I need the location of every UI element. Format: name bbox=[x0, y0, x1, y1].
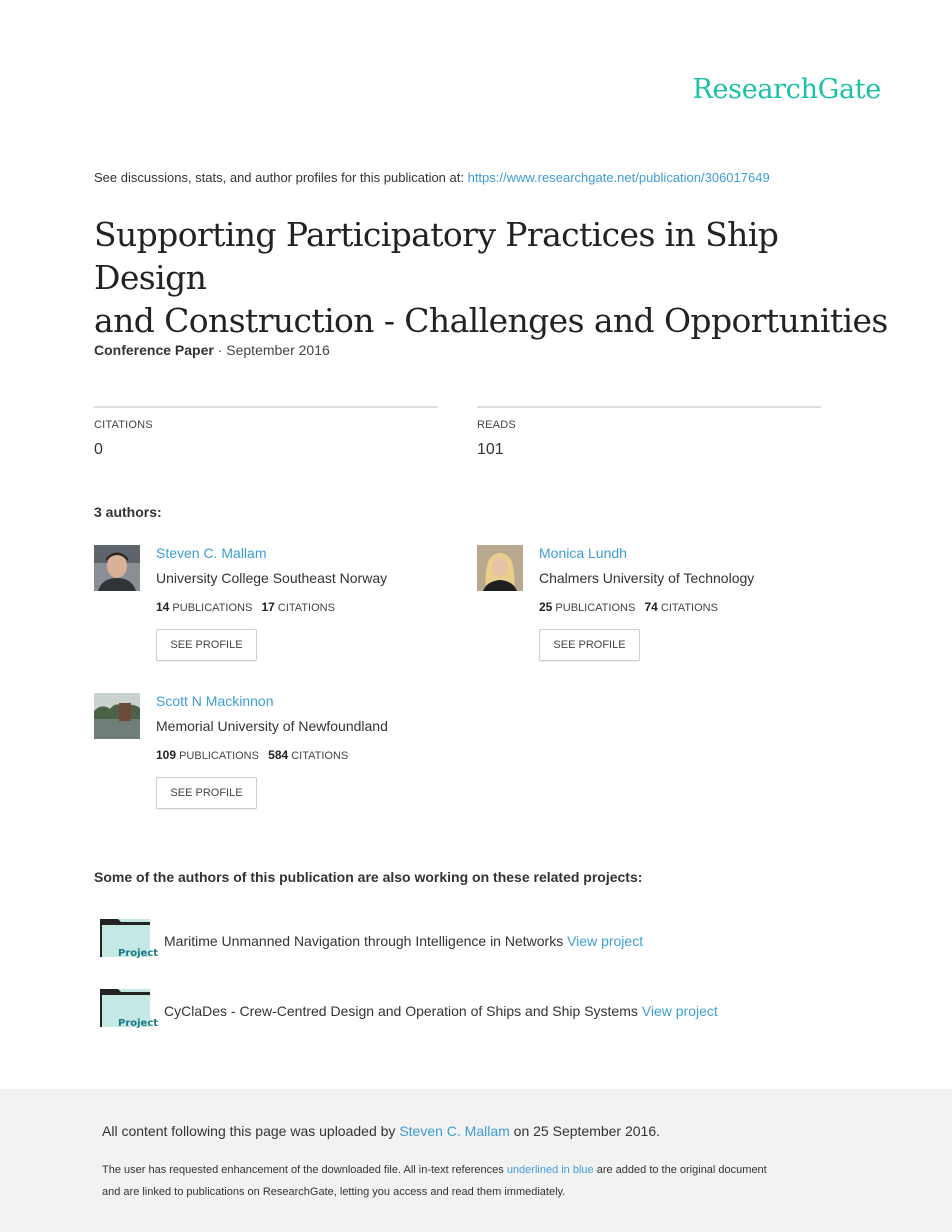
reads-divider bbox=[477, 406, 821, 408]
author-institution: University College Southeast Norway bbox=[156, 570, 388, 586]
publication-url-line bbox=[94, 170, 770, 185]
reads-count: 101 bbox=[477, 441, 504, 458]
project-row bbox=[164, 1003, 718, 1019]
see-profile-button[interactable]: SEE PROFILE bbox=[156, 777, 257, 809]
publications-count: 14 bbox=[156, 600, 170, 614]
view-project-link[interactable]: View project bbox=[641, 1003, 718, 1019]
citations-count: 74 bbox=[644, 600, 658, 614]
upload-prefix: All content following this page was uploaded by bbox=[102, 1123, 400, 1139]
citations-label: CITATIONS bbox=[94, 419, 153, 431]
project-title: CyClaDes - Crew-Centred Design and Operation of Ships and Ship Systems bbox=[164, 1003, 642, 1019]
author-stats bbox=[156, 600, 335, 614]
author-name-scott-mackinnon[interactable]: Scott N Mackinnon bbox=[156, 693, 274, 709]
paper-type: Conference Paper bbox=[94, 342, 214, 358]
project-folder-icon bbox=[100, 987, 159, 1029]
underlined-in-blue-link[interactable]: underlined in blue bbox=[506, 1164, 594, 1176]
researchgate-logo[interactable]: ResearchGate bbox=[692, 74, 881, 105]
enhancement-note-line-2: and are linked to publications on ResearchGate, letting you access and read them immediately. bbox=[102, 1186, 566, 1198]
avatar[interactable] bbox=[94, 545, 140, 591]
see-profile-button[interactable]: SEE PROFILE bbox=[539, 629, 640, 661]
avatar[interactable] bbox=[94, 693, 140, 739]
citations-count: 0 bbox=[94, 441, 103, 458]
author-stats bbox=[539, 600, 718, 614]
project-folder-icon bbox=[100, 917, 159, 959]
author-institution: Chalmers University of Technology bbox=[539, 570, 755, 586]
publications-count: 25 bbox=[539, 600, 553, 614]
paper-meta bbox=[94, 342, 330, 358]
citations-count: 584 bbox=[268, 748, 289, 762]
author-name-steven-mallam[interactable]: Steven C. Mallam bbox=[156, 545, 267, 561]
publication-url-link[interactable]: https://www.researchgate.net/publication/306017649 bbox=[467, 170, 770, 185]
author-stats bbox=[156, 748, 348, 762]
project-row bbox=[164, 933, 643, 949]
enhancement-note bbox=[102, 1159, 862, 1203]
project-icon-label: Project bbox=[118, 1018, 159, 1029]
upload-suffix: on 25 September 2016. bbox=[509, 1123, 661, 1139]
see-profile-button[interactable]: SEE PROFILE bbox=[156, 629, 257, 661]
author-institution: Memorial University of Newfoundland bbox=[156, 718, 388, 734]
citations-count: 17 bbox=[261, 600, 275, 614]
related-projects-heading: Some of the authors of this publication are also working on these related projects: bbox=[94, 869, 643, 885]
upload-notice bbox=[102, 1123, 660, 1139]
paper-date: · September 2016 bbox=[213, 342, 330, 358]
enhancement-note-line-1 bbox=[102, 1159, 862, 1181]
uploader-link[interactable]: Steven C. Mallam bbox=[399, 1123, 510, 1139]
citations-label: CITATIONS bbox=[291, 750, 349, 762]
view-project-link[interactable]: View project bbox=[567, 933, 644, 949]
project-icon-label: Project bbox=[118, 948, 159, 959]
note-text: are added to the original document bbox=[593, 1164, 767, 1176]
publications-count: 109 bbox=[156, 748, 177, 762]
paper-title bbox=[94, 213, 894, 342]
see-discussions-text: See discussions, stats, and author profiles for this publication at: bbox=[94, 170, 468, 185]
publications-label: PUBLICATIONS bbox=[555, 602, 636, 614]
publications-label: PUBLICATIONS bbox=[179, 750, 259, 762]
reads-label: READS bbox=[477, 419, 516, 431]
authors-heading: 3 authors: bbox=[94, 504, 162, 520]
paper-title-line-2: and Construction - Challenges and Opportunities bbox=[94, 301, 888, 340]
citations-label: CITATIONS bbox=[660, 602, 718, 614]
citations-divider bbox=[94, 406, 438, 408]
paper-title-line-1: Supporting Participatory Practices in Ship Design bbox=[94, 215, 779, 297]
author-name-monica-lundh[interactable]: Monica Lundh bbox=[539, 545, 627, 561]
citations-label: CITATIONS bbox=[277, 602, 335, 614]
avatar[interactable] bbox=[477, 545, 523, 591]
publications-label: PUBLICATIONS bbox=[172, 602, 253, 614]
project-title: Maritime Unmanned Navigation through Intelligence in Networks bbox=[164, 933, 568, 949]
note-text: The user has requested enhancement of the downloaded file. All in-text references bbox=[102, 1164, 507, 1176]
